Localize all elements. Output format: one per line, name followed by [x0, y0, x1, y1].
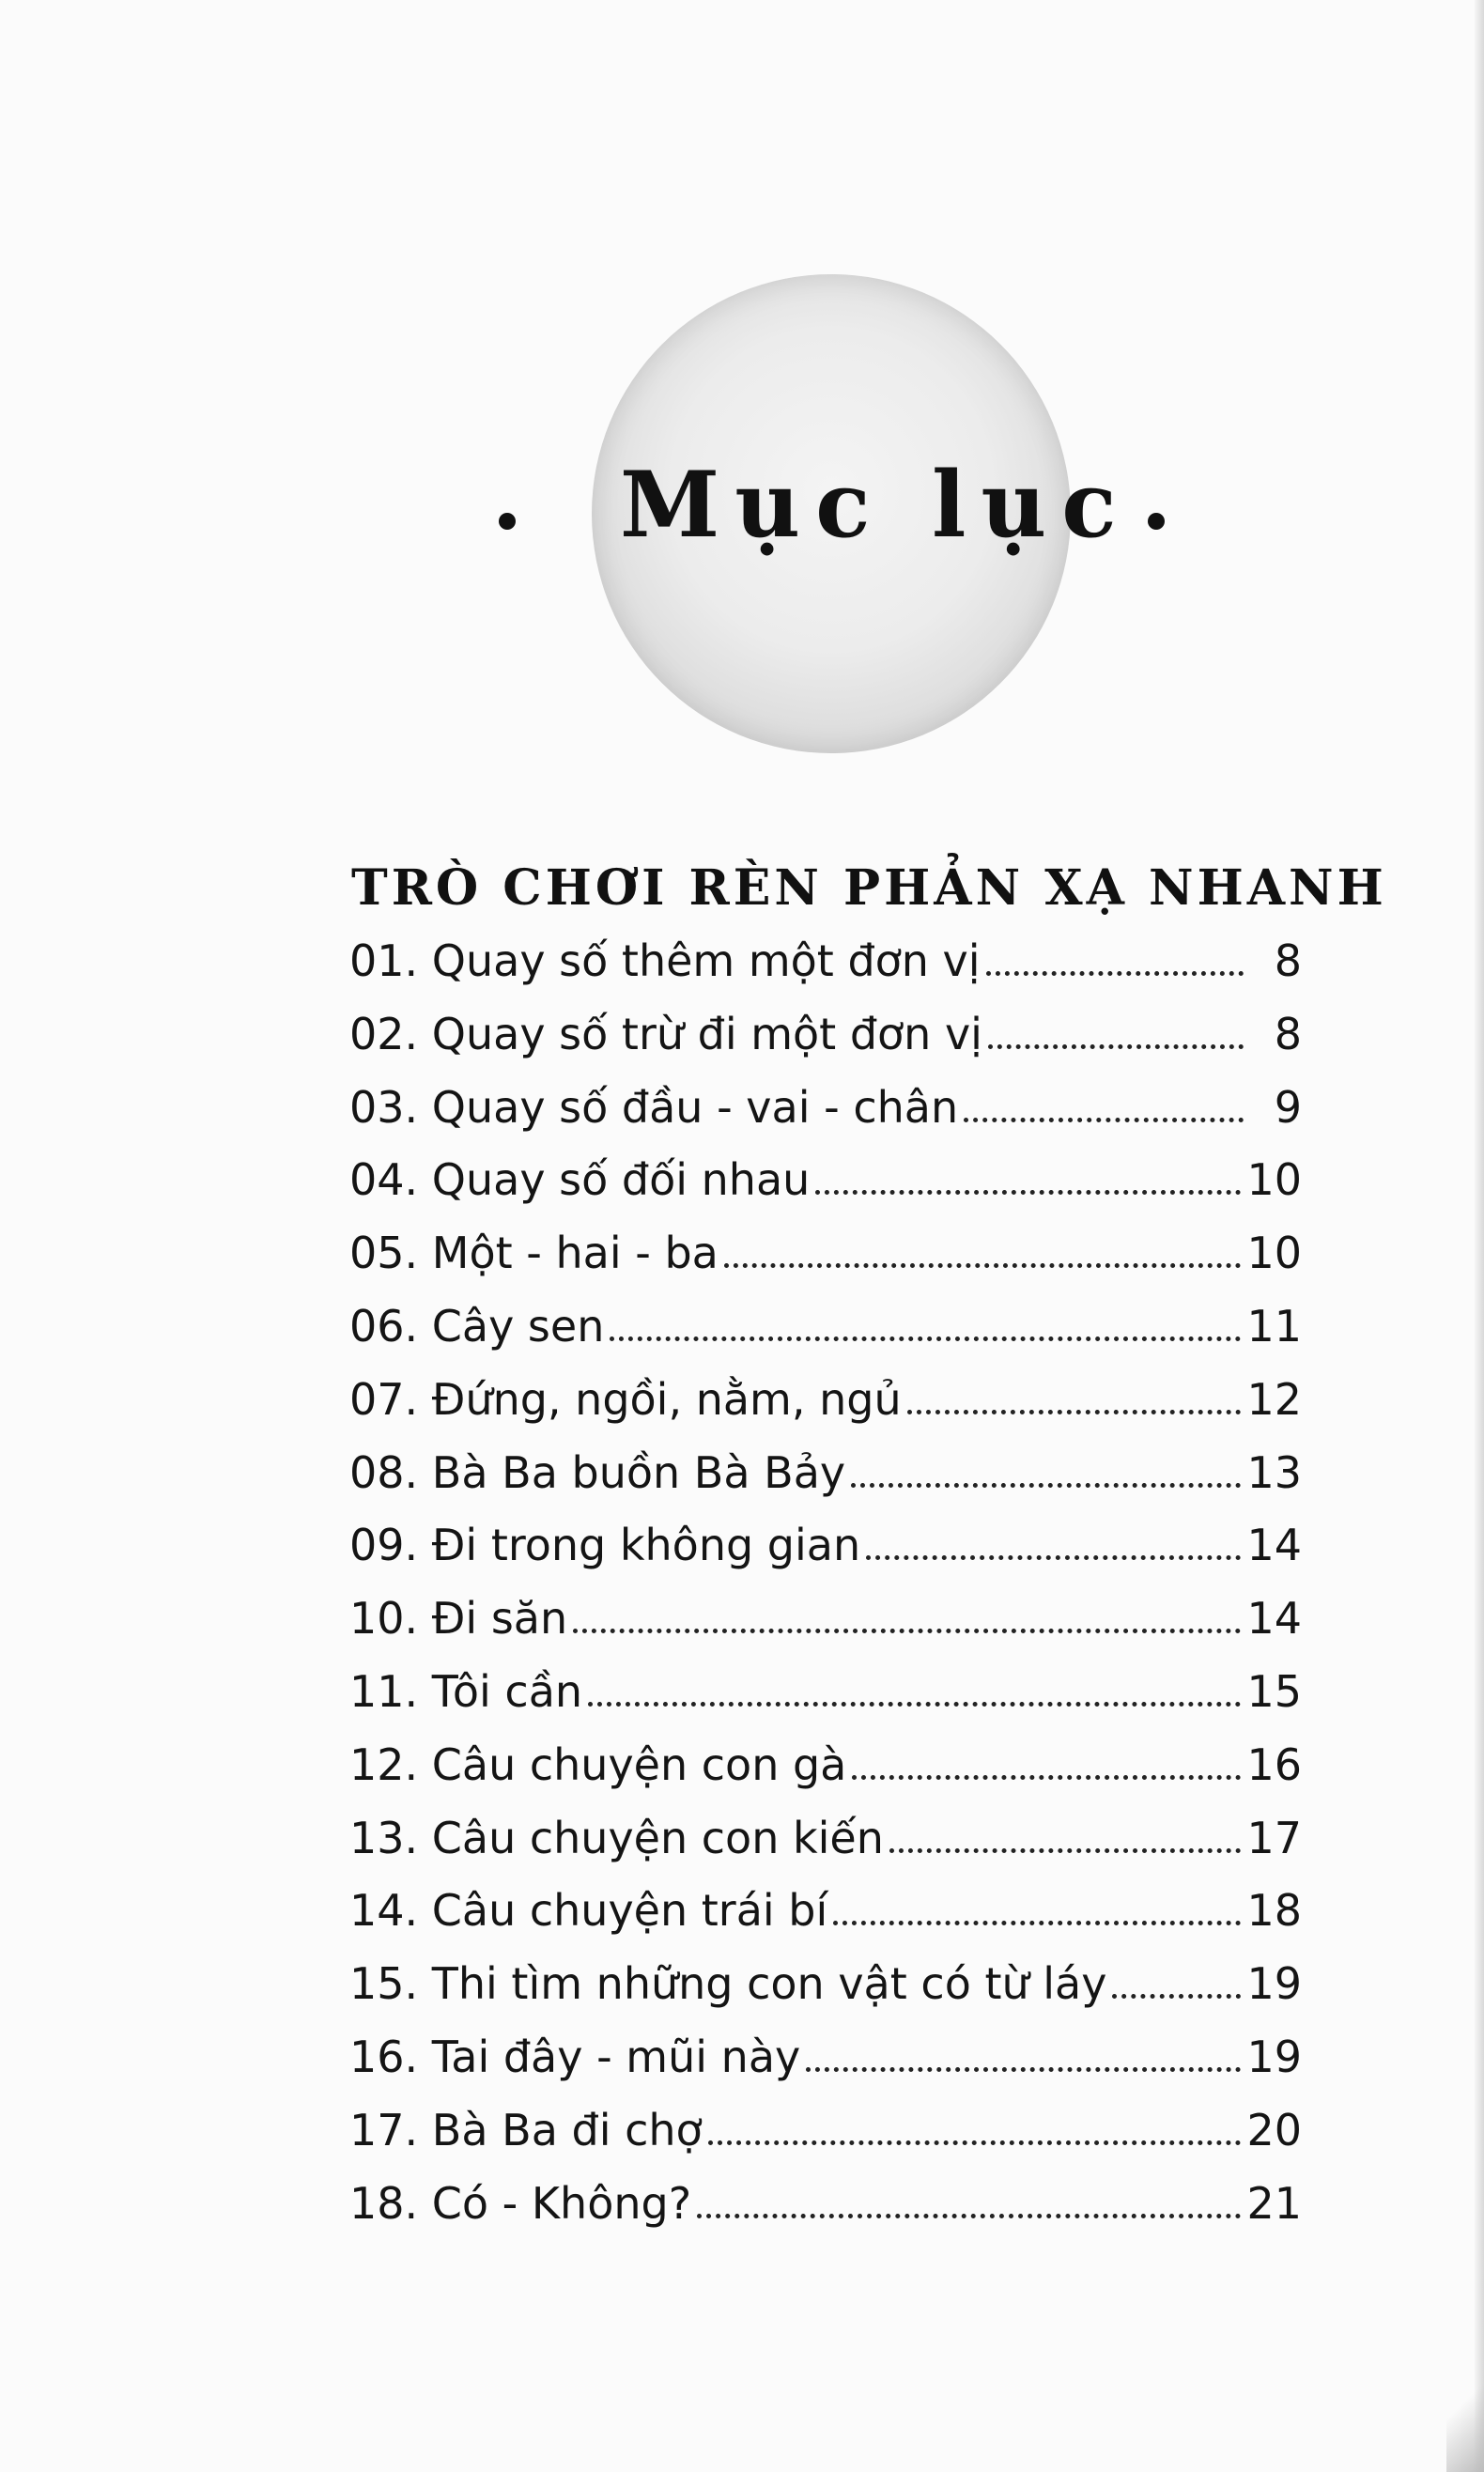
toc-entry-page-number: 17 [1246, 1812, 1302, 1863]
toc-entry-title: 15. Thi tìm những con vật có từ láy [349, 1958, 1107, 2010]
toc-entry-title: 18. Có - Không? [349, 2177, 692, 2229]
toc-entry-title: 10. Đi săn [349, 1593, 568, 1645]
toc-entry-title: 05. Một - hai - ba [349, 1228, 719, 1279]
toc-entry-title: 02. Quay số trừ đi một đơn vị [349, 1008, 982, 1059]
dot-leader [964, 1118, 1244, 1122]
dot-leader [610, 1336, 1241, 1341]
dot-leader [889, 1848, 1242, 1853]
toc-entry[interactable] [349, 1665, 1302, 1743]
toc-entry-page-number: 12 [1246, 1373, 1302, 1425]
toc-list [349, 935, 1302, 2254]
toc-entry[interactable] [349, 1593, 1302, 1670]
title-bullet-left-icon [499, 513, 516, 530]
toc-entry[interactable] [349, 2177, 1302, 2255]
toc-entry-page-number: 9 [1274, 1081, 1302, 1133]
toc-entry-title: 14. Câu chuyện trái bí [349, 1885, 828, 1937]
dot-leader [815, 1190, 1241, 1195]
toc-entry-title: 11. Tôi cần [349, 1665, 583, 1717]
toc-entry[interactable] [349, 2104, 1302, 2182]
toc-entry-title: 17. Bà Ba đi chợ [349, 2104, 703, 2155]
toc-entry[interactable] [349, 1520, 1302, 1597]
toc-entry-title: 01. Quay số thêm một đơn vị [349, 935, 981, 986]
dot-leader [1112, 1994, 1241, 1999]
title-bullet-right-icon [1148, 513, 1165, 530]
toc-entry-page-number: 20 [1246, 2104, 1302, 2155]
toc-entry-title: 09. Đi trong không gian [349, 1520, 861, 1571]
toc-entry[interactable] [349, 1812, 1302, 1890]
toc-entry-title: 04. Quay số đối nhau [349, 1154, 811, 1206]
toc-entry-title: 08. Bà Ba buồn Bà Bảy [349, 1446, 846, 1498]
dot-leader [907, 1410, 1242, 1414]
title-block [0, 263, 1484, 770]
toc-entry[interactable] [349, 1958, 1302, 2035]
toc-entry-page-number: 10 [1246, 1154, 1302, 1206]
dot-leader [988, 1044, 1244, 1049]
toc-entry[interactable] [349, 1228, 1302, 1305]
toc-entry-page-number: 8 [1274, 935, 1302, 986]
toc-entry[interactable] [349, 1446, 1302, 1524]
toc-entry-page-number: 21 [1246, 2177, 1302, 2229]
toc-entry-title: 07. Đứng, ngồi, nằm, ngủ [349, 1373, 902, 1425]
toc-entry[interactable] [349, 1885, 1302, 1962]
toc-entry-page-number: 19 [1246, 2031, 1302, 2082]
toc-entry[interactable] [349, 1008, 1302, 1086]
toc-entry-page-number: 11 [1246, 1300, 1302, 1352]
dot-leader [833, 1921, 1241, 1925]
dot-leader [697, 2214, 1241, 2218]
toc-entry-page-number: 8 [1274, 1008, 1302, 1059]
dot-leader [724, 1263, 1242, 1268]
toc-entry-page-number: 18 [1246, 1885, 1302, 1937]
toc-entry-page-number: 19 [1246, 1958, 1302, 2010]
dot-leader [806, 2067, 1241, 2072]
toc-entry[interactable] [349, 1154, 1302, 1231]
toc-entry-title: 13. Câu chuyện con kiến [349, 1812, 884, 1863]
toc-entry-title: 06. Cây sen [349, 1300, 605, 1352]
dot-leader [852, 1775, 1241, 1780]
dot-leader [866, 1555, 1241, 1560]
dot-leader [588, 1702, 1241, 1707]
toc-entry-page-number: 14 [1246, 1593, 1302, 1645]
toc-entry[interactable] [349, 1300, 1302, 1378]
toc-entry[interactable] [349, 2031, 1302, 2109]
page-title: Mục lục [620, 452, 1132, 558]
section-heading: TRÒ CHƠI RÈN PHẢN XẠ NHANH [351, 859, 1387, 917]
page-curl-shadow [1446, 2359, 1484, 2472]
toc-entry[interactable] [349, 935, 1302, 1012]
toc-entry-page-number: 15 [1246, 1665, 1302, 1717]
dot-leader [708, 2140, 1242, 2145]
dot-leader [851, 1483, 1241, 1488]
dot-leader [986, 971, 1244, 976]
toc-entry[interactable] [349, 1373, 1302, 1451]
toc-entry-title: 16. Tai đây - mũi này [349, 2031, 801, 2082]
toc-entry[interactable] [349, 1738, 1302, 1816]
toc-entry-page-number: 10 [1246, 1228, 1302, 1279]
toc-entry-page-number: 16 [1246, 1738, 1302, 1790]
toc-entry-page-number: 14 [1246, 1520, 1302, 1571]
toc-entry-page-number: 13 [1246, 1446, 1302, 1498]
toc-entry[interactable] [349, 1081, 1302, 1159]
toc-entry-title: 12. Câu chuyện con gà [349, 1738, 847, 1790]
dot-leader [573, 1629, 1241, 1633]
toc-entry-title: 03. Quay số đầu - vai - chân [349, 1081, 959, 1133]
